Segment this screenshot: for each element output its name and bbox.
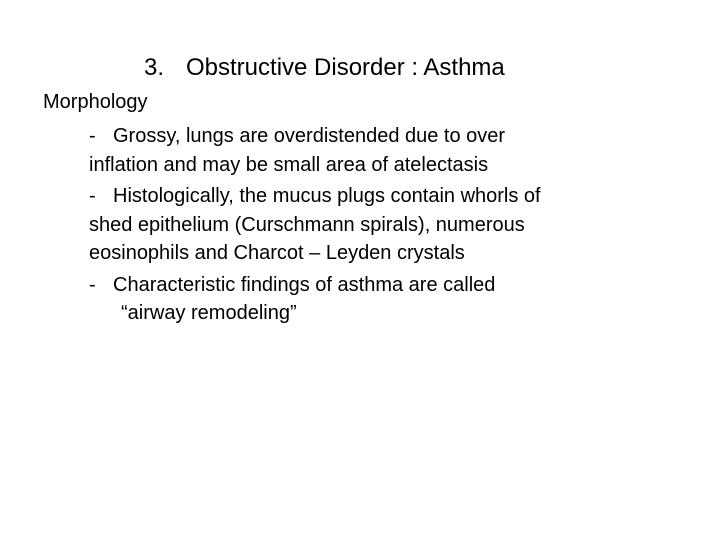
bullet-line bbox=[89, 122, 709, 151]
bullet-item bbox=[89, 122, 709, 179]
title-number: 3. bbox=[144, 54, 165, 81]
bullet-item bbox=[89, 182, 709, 268]
bullet-dash: - bbox=[89, 185, 96, 207]
bullet-line: eosinophils and Charcot – Leyden crystals bbox=[89, 242, 465, 264]
bullet-line bbox=[89, 182, 709, 211]
slide-title bbox=[144, 52, 505, 84]
bullet-list bbox=[89, 122, 709, 331]
bullet-text: Histologically, the mucus plugs contain whorls of bbox=[113, 185, 541, 207]
bullet-line: inflation and may be small area of atelectasis bbox=[89, 153, 489, 176]
bullet-line bbox=[89, 271, 709, 300]
bullet-dash: - bbox=[89, 125, 96, 147]
bullet-text: Characteristic findings of asthma are called bbox=[113, 273, 496, 296]
bullet-text: Grossy, lungs are overdistended due to over bbox=[113, 125, 506, 147]
bullet-dash: - bbox=[89, 273, 96, 296]
bullet-line: shed epithelium (Curschmann spirals), numerous bbox=[89, 213, 525, 236]
section-heading: Morphology bbox=[43, 91, 148, 113]
bullet-line: “airway remodeling” bbox=[121, 302, 297, 324]
title-text: Obstructive Disorder : Asthma bbox=[186, 54, 505, 81]
bullet-item bbox=[89, 271, 709, 328]
